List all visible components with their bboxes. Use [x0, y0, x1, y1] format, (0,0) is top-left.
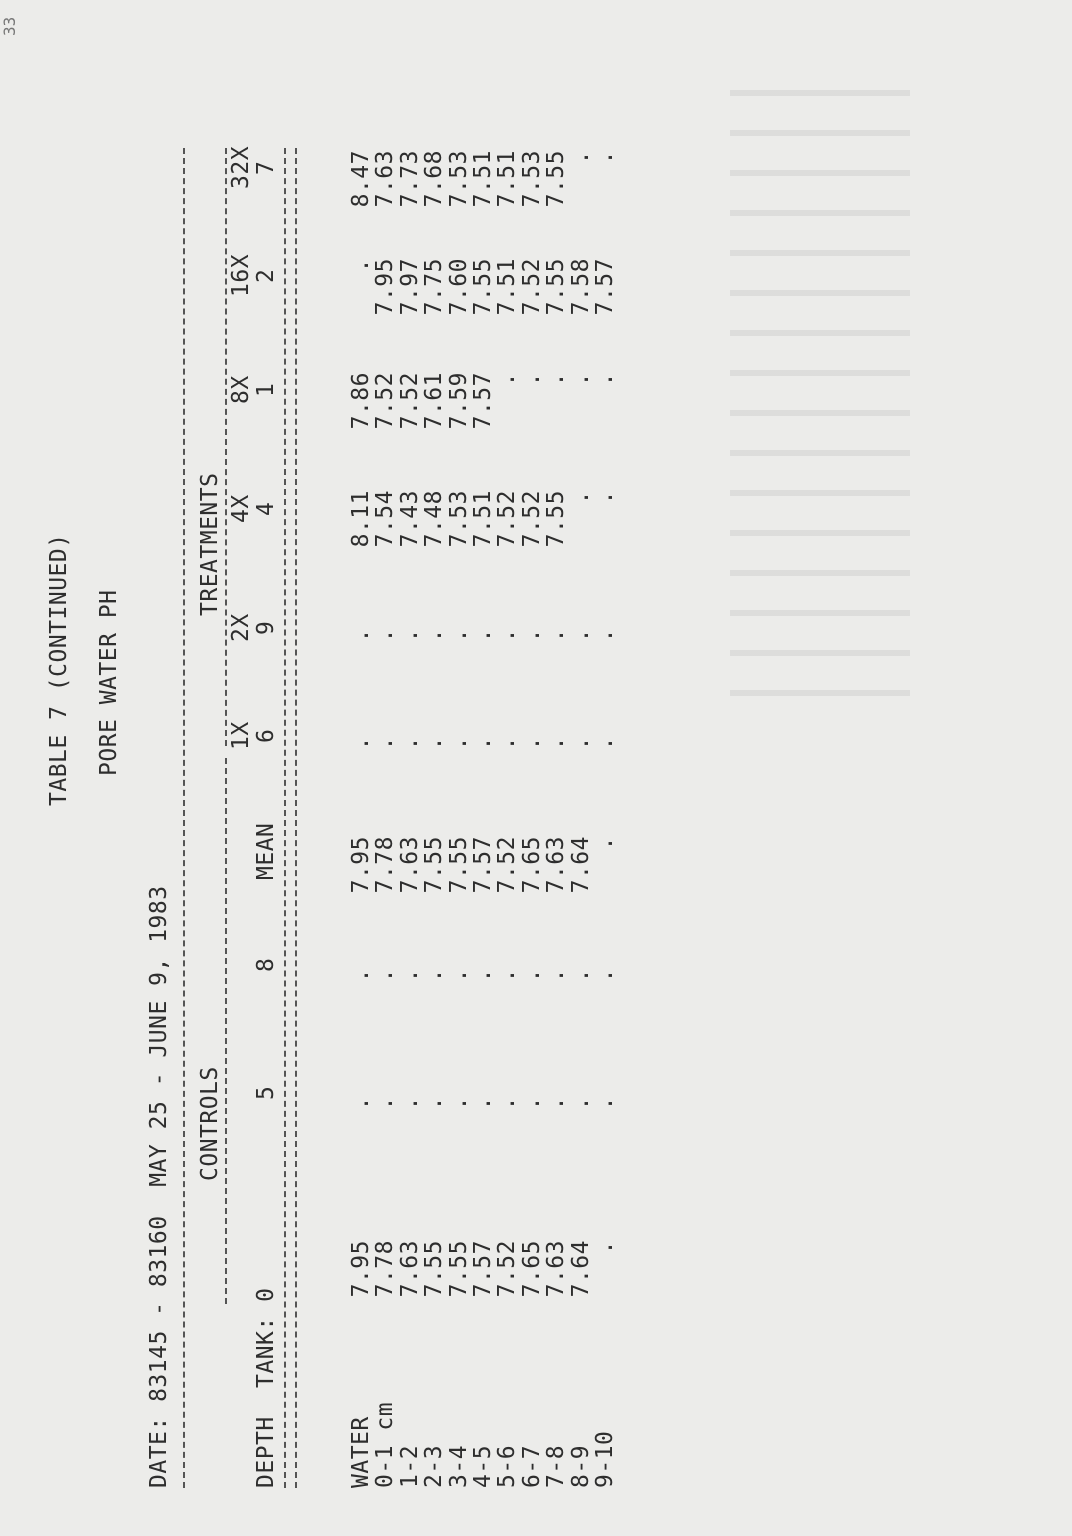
- cell-x1: .: [372, 736, 399, 751]
- cell-x16: 7.95: [372, 258, 399, 316]
- cell-tank8: .: [543, 968, 570, 983]
- cell-tank5: .: [372, 1096, 399, 1111]
- cell-x32: 7.53: [518, 150, 545, 208]
- cell-mean: 7.52: [494, 836, 521, 894]
- cell-x1: .: [348, 736, 374, 751]
- cell-x1: .: [421, 736, 448, 751]
- cell-depth: 3-4: [445, 1444, 472, 1488]
- cell-x32: 8.47: [348, 150, 374, 208]
- header-rule-2: [295, 148, 297, 1488]
- cell-x8: .: [494, 372, 521, 387]
- cell-x2: .: [421, 628, 448, 643]
- top-rule: [183, 148, 185, 1488]
- cell-tank5: .: [470, 1096, 496, 1111]
- cell-tank0: 7.65: [518, 1240, 545, 1298]
- cell-x16: 7.97: [396, 258, 423, 316]
- cell-x2: .: [494, 628, 521, 643]
- tank-8-header: 8: [253, 957, 279, 972]
- table-subtitle: PORE WATER PH: [96, 589, 122, 776]
- cell-x16: 7.57: [592, 258, 618, 316]
- cell-mean: 7.55: [421, 836, 448, 894]
- cell-depth: 0-1 cm: [372, 1401, 399, 1488]
- cell-x8: .: [567, 372, 594, 387]
- cell-x16: 7.58: [567, 258, 594, 316]
- date-line: DATE: 83145 - 83160 MAY 25 - JUNE 9, 1983: [146, 885, 172, 1488]
- cell-tank8: .: [372, 968, 399, 983]
- cell-mean: 7.64: [567, 836, 594, 894]
- cell-x8: 7.52: [396, 372, 423, 430]
- cell-tank5: .: [494, 1096, 521, 1111]
- controls-header: CONTROLS: [197, 1066, 223, 1181]
- col-1x: 1X: [228, 721, 254, 750]
- cell-x32: .: [592, 150, 618, 165]
- cell-x4: 7.43: [396, 490, 423, 548]
- cell-mean: 7.55: [445, 836, 472, 894]
- cell-x32: 7.51: [494, 150, 521, 208]
- cell-x8: .: [518, 372, 545, 387]
- controls-underline: [225, 758, 227, 1304]
- cell-depth: 7-8: [543, 1444, 570, 1488]
- cell-x16: 7.60: [445, 258, 472, 316]
- cell-x4: .: [592, 490, 618, 505]
- cell-tank5: .: [445, 1096, 472, 1111]
- tank-5-header: 5: [253, 1085, 279, 1100]
- header-rule-1: [284, 148, 286, 1488]
- col-2x: 2X: [228, 613, 254, 642]
- cell-mean: 7.95: [348, 836, 374, 894]
- cell-tank0: 7.95: [348, 1240, 374, 1298]
- tank-7-header: 7: [253, 160, 279, 175]
- cell-x8: 7.61: [421, 372, 448, 430]
- cell-tank5: .: [396, 1096, 423, 1111]
- cell-tank0: 7.63: [396, 1240, 423, 1298]
- cell-tank8: .: [567, 968, 594, 983]
- cell-x32: 7.68: [421, 150, 448, 208]
- cell-tank0: 7.55: [421, 1240, 448, 1298]
- cell-x1: .: [470, 736, 496, 751]
- col-16x: 16X: [228, 253, 254, 297]
- cell-tank0: 7.57: [470, 1240, 496, 1298]
- cell-x4: 7.48: [421, 490, 448, 548]
- cell-tank0: 7.64: [567, 1240, 594, 1298]
- cell-mean: .: [592, 836, 618, 851]
- cell-mean: 7.78: [372, 836, 399, 894]
- cell-x2: .: [396, 628, 423, 643]
- cell-mean: 7.63: [396, 836, 423, 894]
- cell-x2: .: [372, 628, 399, 643]
- cell-x4: .: [567, 490, 594, 505]
- cell-x1: .: [494, 736, 521, 751]
- cell-x2: .: [592, 628, 618, 643]
- cell-depth: 8-9: [567, 1444, 594, 1488]
- cell-x4: 7.53: [445, 490, 472, 548]
- cell-tank8: .: [396, 968, 423, 983]
- depth-header: DEPTH: [253, 1416, 279, 1488]
- cell-x4: 7.52: [494, 490, 521, 548]
- cell-x16: 7.75: [421, 258, 448, 316]
- cell-tank0: 7.55: [445, 1240, 472, 1298]
- cell-x16: 7.52: [518, 258, 545, 316]
- cell-mean: 7.65: [518, 836, 545, 894]
- cell-tank8: .: [470, 968, 496, 983]
- col-8x: 8X: [228, 375, 254, 404]
- page-number: 33: [0, 16, 19, 36]
- cell-x2: .: [518, 628, 545, 643]
- treatments-underline: [225, 148, 227, 746]
- cell-tank8: .: [445, 968, 472, 983]
- cell-x1: .: [543, 736, 570, 751]
- cell-x32: 7.55: [543, 150, 570, 208]
- cell-x8: 7.57: [470, 372, 496, 430]
- cell-x32: .: [567, 150, 594, 165]
- cell-tank8: .: [518, 968, 545, 983]
- cell-x8: 7.59: [445, 372, 472, 430]
- cell-tank5: .: [518, 1096, 545, 1111]
- cell-x1: .: [567, 736, 594, 751]
- cell-x1: .: [518, 736, 545, 751]
- col-32x: 32X: [228, 145, 254, 189]
- cell-x8: 7.86: [348, 372, 374, 430]
- cell-x4: 7.55: [543, 490, 570, 548]
- treatments-header: TREATMENTS: [197, 472, 223, 616]
- cell-x8: .: [543, 372, 570, 387]
- cell-x16: 7.55: [543, 258, 570, 316]
- cell-depth: 5-6: [494, 1444, 521, 1488]
- cell-tank0: .: [592, 1240, 618, 1255]
- cell-x16: 7.55: [470, 258, 496, 316]
- cell-x2: .: [445, 628, 472, 643]
- cell-x32: 7.51: [470, 150, 496, 208]
- cell-tank5: .: [543, 1096, 570, 1111]
- cell-depth: 9-10: [592, 1430, 618, 1488]
- cell-tank0: 7.78: [372, 1240, 399, 1298]
- cell-tank0: 7.63: [543, 1240, 570, 1298]
- cell-x32: 7.73: [396, 150, 423, 208]
- cell-tank5: .: [348, 1096, 374, 1111]
- cell-x16: 7.51: [494, 258, 521, 316]
- cell-tank5: .: [421, 1096, 448, 1111]
- cell-x4: 8.11: [348, 490, 374, 548]
- cell-x16: .: [348, 258, 374, 273]
- cell-x1: .: [396, 736, 423, 751]
- cell-tank8: .: [421, 968, 448, 983]
- tank-6-header: 6: [253, 728, 279, 743]
- col-4x: 4X: [228, 494, 254, 523]
- cell-depth: 2-3: [421, 1444, 448, 1488]
- cell-depth: 1-2: [396, 1444, 423, 1488]
- cell-mean: 7.63: [543, 836, 570, 894]
- cell-x4: 7.51: [470, 490, 496, 548]
- tank-2-header: 2: [253, 268, 279, 283]
- cell-x8: 7.52: [372, 372, 399, 430]
- cell-x32: 7.53: [445, 150, 472, 208]
- cell-tank8: .: [592, 968, 618, 983]
- cell-x32: 7.63: [372, 150, 399, 208]
- mean-header: MEAN: [253, 822, 279, 880]
- tank-9-header: 9: [253, 620, 279, 635]
- cell-depth: 4-5: [470, 1444, 496, 1488]
- cell-x2: .: [470, 628, 496, 643]
- cell-depth: 6-7: [518, 1444, 545, 1488]
- cell-x2: .: [348, 628, 374, 643]
- cell-tank5: .: [592, 1096, 618, 1111]
- cell-x4: 7.54: [372, 490, 399, 548]
- cell-x8: .: [592, 372, 618, 387]
- tank-4-header: 4: [253, 501, 279, 516]
- bleed-through-shadow: [730, 56, 910, 696]
- cell-x1: .: [592, 736, 618, 751]
- cell-tank8: .: [348, 968, 374, 983]
- cell-tank0: 7.52: [494, 1240, 521, 1298]
- tank-0-header: TANK: 0: [253, 1287, 279, 1388]
- cell-x2: .: [543, 628, 570, 643]
- cell-tank5: .: [567, 1096, 594, 1111]
- cell-x4: 7.52: [518, 490, 545, 548]
- cell-tank8: .: [494, 968, 521, 983]
- cell-mean: 7.57: [470, 836, 496, 894]
- cell-x1: .: [445, 736, 472, 751]
- table-title: TABLE 7 (CONTINUED): [46, 533, 72, 806]
- cell-depth: WATER: [348, 1416, 374, 1488]
- tank-1-header: 1: [253, 382, 279, 397]
- cell-x2: .: [567, 628, 594, 643]
